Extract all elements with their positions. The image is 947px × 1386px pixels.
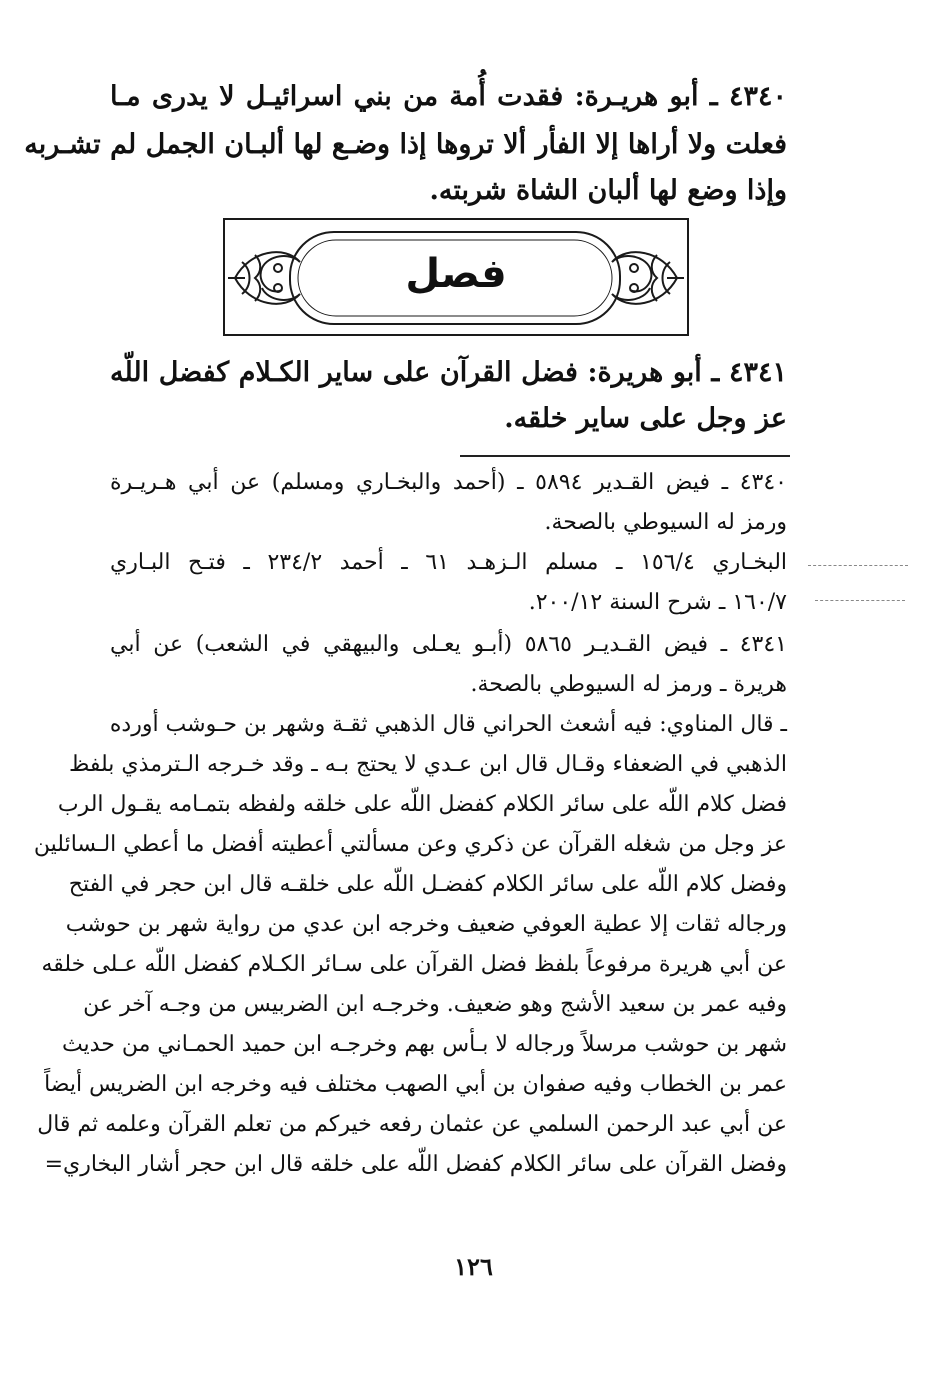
scan-artifact-mark <box>808 565 908 566</box>
hadith-4340-line-3: وإذا وضع لها ألبان الشاة شربته. <box>429 175 787 206</box>
commentary-line-12: وفضل القرآن على سائر الكلام كفضل اللّه على خلقه قال ابن حجر أشار البخاري= <box>44 1152 787 1177</box>
commentary-line-4: عز وجل من شغله القرآن عن ذكري وعن مسألتي أعطيته أفضل ما أعطي الـسائلين <box>33 832 787 857</box>
hadith-4341-line-1: ٤٣٤١ ـ أبو هريرة: فضل القرآن على ساير الكـلام كفضل اللّه <box>110 357 787 388</box>
footnote-4340-line-3: البخـاري ١٥٦/٤ ـ مسلم الـزهـد ٦١ ـ أحمد ٢٣٤/٢ ـ فتـح البـاري <box>110 550 788 575</box>
footnote-4340-line-1: ٤٣٤٠ ـ فيض القـدير ٥٨٩٤ ـ (أحمد والبخـاري ومسلم) عن أبي هـريـرة <box>110 470 787 495</box>
section-title: فصل <box>405 251 507 297</box>
commentary-line-2: الذهبي في الضعفاء وقـال قال ابن عـدي لا يحتج بـه ـ وقد خـرجه الـترمذي بلفظ <box>69 752 787 777</box>
hadith-4340-line-1: ٤٣٤٠ ـ أبو هريـرة: فقدت أُمة من بني اسرائيـل لا يدرى مـا <box>110 81 787 112</box>
footnote-separator <box>460 455 790 457</box>
hadith-4340-line-2: فعلت ولا أراها إلا الفأر ألا تروها إذا وضـع لها ألبـان الجمل لم تشـربه <box>24 129 787 160</box>
footnote-4341-line-2: هريرة ـ ورمز له السيوطي بالصحة. <box>470 672 787 697</box>
commentary-line-9: شهر بن حوشب مرسلاً ورجاله لا بـأس بهم وخرجـه ابن حميد الحمـاني من حديث <box>61 1032 787 1057</box>
commentary-line-11: عن أبي عبد الرحمن السلمي عن عثمان رفعه خيركم من تعلم القرآن وعلمه ثم قال <box>37 1112 787 1137</box>
page-number: ١٢٦ <box>454 1252 493 1281</box>
commentary-line-3: فضل كلام اللّه على سائر الكلام كفضل اللّه على خلقه ولفظه بتمـامه يقـول الرب <box>57 792 787 817</box>
scan-artifact-mark <box>815 600 905 601</box>
commentary-line-5: وفضل كلام اللّه على سائر الكلام كفضـل اللّه على خلقـه قال ابن حجر في الفتح <box>68 872 787 897</box>
commentary-line-8: وفيه عمر بن سعيد الأشج وهو ضعيف. وخرجـه ابن الضربيس من وجـه آخر عن <box>83 992 787 1017</box>
footnote-4340-line-2: ورمز له السيوطي بالصحة. <box>544 510 787 535</box>
commentary-line-1: ـ قال المناوي: فيه أشعث الحراني قال الذهبي ثقـة وشهر بن حـوشب أورده <box>109 712 787 737</box>
hadith-4341-line-2: عز وجل على ساير خلقه. <box>504 403 787 434</box>
footnote-4341-line-1: ٤٣٤١ ـ فيض القـديـر ٥٨٦٥ (أبـو يعـلى والبيهقي في الشعب) عن أبي <box>110 632 787 657</box>
commentary-line-10: عمر بن الخطاب وفيه صفوان بن أبي الصهب مختلف فيه وخرجه ابن الضريس أيضاً <box>44 1072 787 1097</box>
commentary-line-6: ورجاله ثقات إلا عطية العوفي ضعيف وخرجه ابن عدي من رواية شهر بن حوشب <box>65 912 787 937</box>
commentary-line-7: عن أبي هريرة مرفوعاً بلفظ فضل القرآن على سـائر الكـلام كفضل اللّه عـلى خلقه <box>41 952 787 977</box>
footnote-4340-line-4: ١٦٠/٧ ـ شرح السنة ٢٠٠/١٢. <box>528 590 787 615</box>
section-heading-ornament <box>0 0 947 400</box>
